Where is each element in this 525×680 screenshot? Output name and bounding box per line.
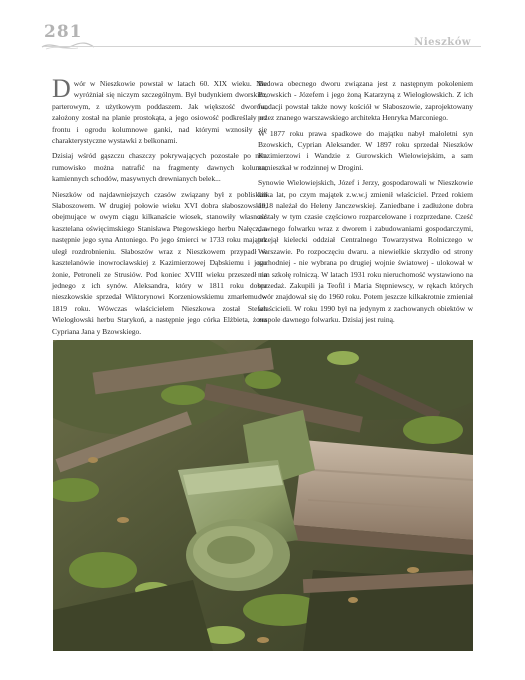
paragraph — [52, 189, 267, 337]
paragraph — [52, 74, 267, 146]
paragraph-body: Dzisiaj wśród gąszczu chaszczy pokrywających pozostałe po nim rumowisko można natrafić na fragmenty dawnych kolumn, kamiennych schodów, masywnych drewnianych belek... — [52, 151, 267, 184]
page-number: 281 — [44, 22, 83, 42]
paragraph — [52, 150, 267, 184]
right-text-column — [258, 78, 473, 330]
paragraph: Budowa obecnego dworu związana jest z następnym pokoleniem Bzowskich - Józefem i jego żoną Katarzyną z Wielogłowskich. Z ich fundacji powstał także nowy kościół w Słaboszowie, zaprojektowany przez znanego warszawskiego architekta Henryka Marconiego. — [258, 79, 473, 123]
running-head: Nieszków — [414, 37, 471, 48]
left-text-column — [52, 74, 267, 341]
paragraph-body: Nieszków od najdawniejszych czasów związany był z pobliskim Słaboszowem. W drugiej połowie wieku XVI dobra słaboszowskie, obejmujące w owym ciągu kilkanaście wiosek, stanowiły własność kasztelana oświęcimskiego Stanisława Ptegowskiego herbu Nałęcz, a następnie jego syna Antoniego. Po jego śmierci w 1733 roku majątek uległ rozdrobnieniu. Słaboszów wraz z Nieszkowem przypadł w kasztelanówie inowrocławskiej z Kazimierzowej Dąbskiemu i jego żonie, Petroneli ze Strusiów. Pod koniec XVIII wieku przeszedł na jednego z ich synów. Aleksandra, który w 1811 roku dobra nieszkowskie sprzedał Wiktorynowi Korzeniowskiemu zmarłemu w 1819 roku. Wówczas właścicielem Nieszkowa został Stefan Wielogłowski herbu Starykoń, a następnie jego córka Elżbieta, żona Cypriana Jana y Bzowskiego. — [52, 189, 267, 336]
ruin-photo-image — [53, 340, 473, 651]
paragraph: Synowie Wielowiejskich, Józef i Jerzy, gospodarowali w Nieszkowie kilka lat, po czym majątek z.w.w.j zmienił właściciel. Przed rokiem 1918 należał do Heleny Janczewskiej. Zaniedbane i zadłużone dobra zostały w tym czasie częściowo rozparcelowane i rozprzedane. Cześć dawnego folwarku wraz z dworem i zabudowaniami gospodarczymi, przejął kielecki oddział Centralnego Towarzystwa Rolniczego w Warszawie. Po rozpoczęciu dwaru. a niewielkie skrzydło od strony zachodniej - nie wybrana po drugiej wojnie światowej - ulokował w nim szkołę rolniczą. W latach 1931 roku nieruchomość wystawiono na sprzedaż. Zakupili ja Teofil i Maria Stępniewscy, w rękach których dwór znajdował się do 1960 roku. Potem jeszcze kilkakrotnie zmieniał właścicieli. W roku 1990 był na jedynym z zachowanych obiektów w zespole dawnego folwarku. Dzisiaj jest ruiną. — [258, 178, 473, 325]
paragraph-body: wór w Nieszkowie powstał w latach 60. XIX wieku. Nie wyróżniał się niczym szczególnym. Był budynkiem dworskim, parterowym, z użytkowym poddaszem. Jak większość dworów, założony został na planie prostokąta, a jego osiowość podkreślały od frontu i ogrodu kolumnowe ganki, nad którymi wznosiły się charakterystyczne wystawki z belkonami. — [52, 79, 267, 146]
paragraph: W 1877 roku prawa spadkowe do majątku nabył małoletni syn Bzowskich, Cyprian Aleksander. W 1897 roku sprzedał Nieszków Kazimierzowi i Wandzie z Gurowskich Wielowiejskim, a sam zamieszkał w rodzinnej w Drogini. — [258, 128, 473, 172]
ruin-photo — [53, 340, 473, 651]
drop-cap: D — [52, 74, 71, 103]
